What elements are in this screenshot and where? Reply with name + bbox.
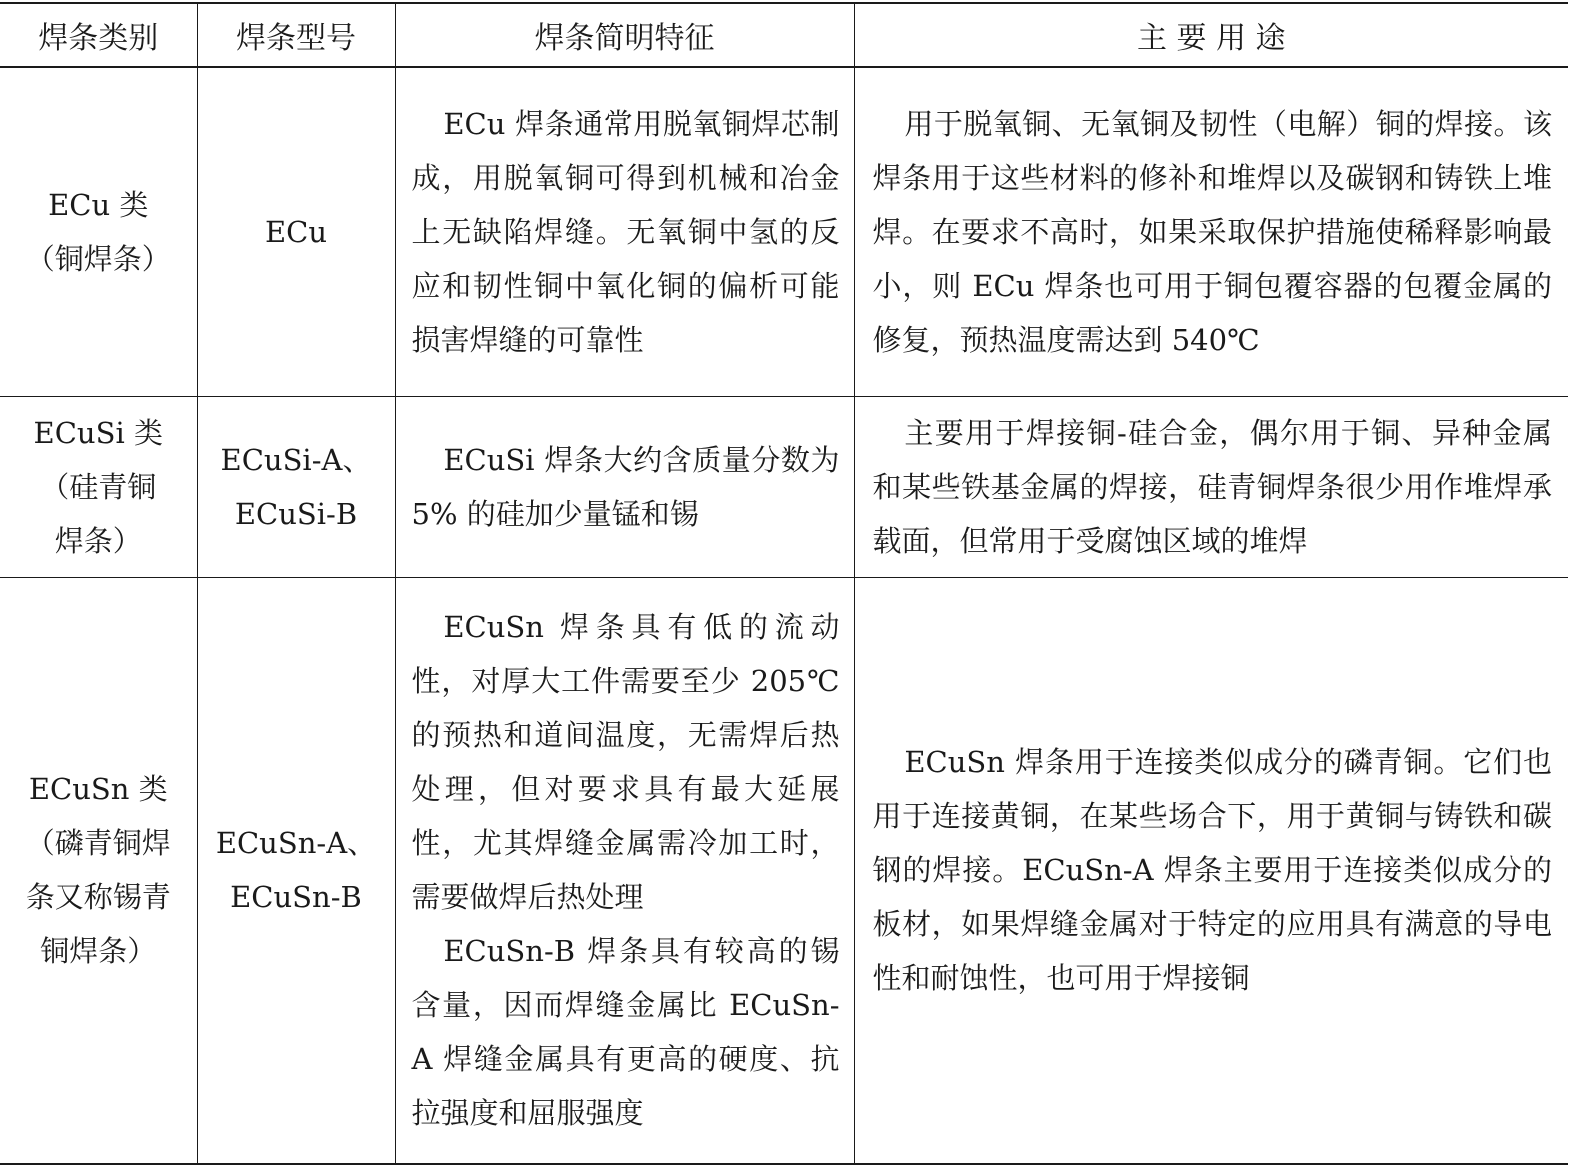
model-line: ECu <box>264 214 328 249</box>
table-body <box>0 67 1568 1164</box>
category-line: （铜焊条） <box>25 241 171 276</box>
usage-paragraph: ECuSn 焊条用于连接类似成分的磷青铜。它们也用于连接黄铜，在某些场合下，用于黄铜与铸铁和碳钢的焊接。ECuSn-A 焊条主要用于连接类似成分的板材，如果焊缝金属对于特定的应用具有满意的导电性和耐蚀性，也可用于焊接铜 <box>872 745 1552 996</box>
model-cell <box>197 577 395 1164</box>
category-line: 铜焊条） <box>40 934 157 969</box>
model-line: ECuSi-A、 <box>220 442 372 477</box>
category-cell <box>0 396 197 577</box>
features-cell <box>395 577 854 1164</box>
table-row <box>0 67 1568 396</box>
electrode-table <box>0 2 1568 1165</box>
table-row <box>0 577 1568 1164</box>
usage-paragraph: 主要用于焊接铜-硅合金，偶尔用于铜、异种金属和某些铁基金属的焊接，硅青铜焊条很少用作堆焊承载面，但常用于受腐蚀区域的堆焊 <box>872 415 1552 558</box>
table-row <box>0 396 1568 577</box>
category-line: ECuSi 类 <box>33 415 163 450</box>
category-cell <box>0 67 197 396</box>
category-line: （磷青铜焊 <box>25 826 171 861</box>
features-paragraph: ECuSn 焊条具有低的流动性，对厚大工件需要至少 205℃ 的预热和道间温度，无需焊后热处理，但对要求具有最大延展性，尤其焊缝金属需冷加工时，需要做焊后热处理 <box>411 610 840 915</box>
category-cell <box>0 577 197 1164</box>
features-paragraph: ECu 焊条通常用脱氧铜焊芯制成，用脱氧铜可得到机械和冶金上无缺陷焊缝。无氧铜中氢的反应和韧性铜中氧化铜的偏析可能损害焊缝的可靠性 <box>411 106 840 357</box>
category-line: ECu 类 <box>48 187 149 222</box>
table-header <box>0 3 1568 67</box>
model-line: ECuSn-B <box>230 880 362 915</box>
model-line: ECuSi-B <box>234 496 358 531</box>
category-line: 条又称锡青 <box>25 880 171 915</box>
usage-cell <box>854 67 1568 396</box>
features-paragraph: ECuSn-B 焊条具有较高的锡含量，因而焊缝金属比 ECuSn-A 焊缝金属具有更高的硬度、抗拉强度和屈服强度 <box>411 934 840 1131</box>
header-features: 焊条简明特征 <box>395 3 854 67</box>
header-row <box>0 3 1568 67</box>
header-category: 焊条类别 <box>0 3 197 67</box>
model-cell <box>197 396 395 577</box>
model-cell <box>197 67 395 396</box>
category-line: ECuSn 类 <box>28 772 168 807</box>
usage-cell <box>854 396 1568 577</box>
category-line: （硅青铜 <box>40 469 157 504</box>
usage-paragraph: 用于脱氧铜、无氧铜及韧性（电解）铜的焊接。该焊条用于这些材料的修补和堆焊以及碳钢和铸铁上堆焊。在要求不高时，如果采取保护措施使稀释影响最小，则 ECu 焊条也可用于铜包覆容器的包覆金属的修复，预热温度需达到 540℃ <box>872 106 1552 357</box>
header-model: 焊条型号 <box>197 3 395 67</box>
category-line: 焊条） <box>54 523 142 558</box>
usage-cell <box>854 577 1568 1164</box>
features-paragraph: ECuSi 焊条大约含质量分数为 5% 的硅加少量锰和锡 <box>411 442 840 531</box>
features-cell <box>395 396 854 577</box>
features-cell <box>395 67 854 396</box>
model-line: ECuSn-A、 <box>215 826 377 861</box>
header-usage: 主 要 用 途 <box>854 3 1568 67</box>
